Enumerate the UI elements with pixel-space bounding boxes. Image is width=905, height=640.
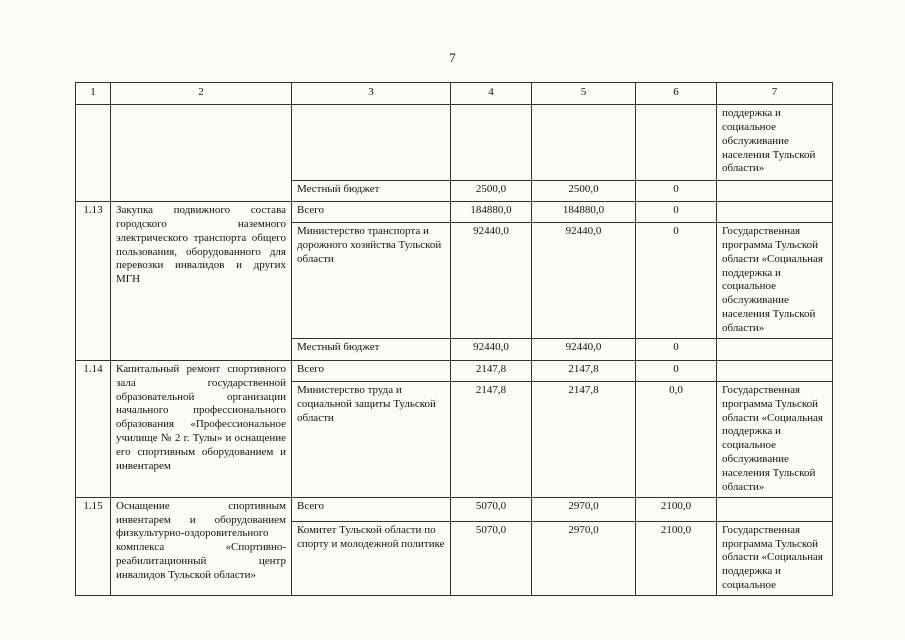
cell-program-name: Государственная программа Тульской области «Социальная поддержка и социальное обслуживание населения Тульской области» (717, 223, 833, 339)
cell-amount-total (451, 105, 532, 181)
cell-amount-total: 2500,0 (451, 181, 532, 202)
cell-row-number: 1.14 (76, 360, 111, 497)
cell-row-number: 1.15 (76, 497, 111, 595)
column-header: 7 (717, 83, 833, 105)
cell-measure-name (111, 105, 292, 202)
cell-funding-source: Местный бюджет (292, 338, 451, 360)
cell-amount-year2 (636, 105, 717, 181)
cell-amount-total: 2147,8 (451, 360, 532, 381)
cell-program-name: поддержка и социальное обслуживание населения Тульской области» (717, 105, 833, 181)
table-row (76, 360, 833, 381)
cell-amount-year1: 92440,0 (532, 223, 636, 339)
cell-row-number (76, 105, 111, 202)
cell-row-number: 1.13 (76, 202, 111, 361)
cell-amount-year2: 0,0 (636, 381, 717, 497)
cell-funding-source (292, 105, 451, 181)
cell-amount-year1: 92440,0 (532, 338, 636, 360)
cell-amount-year1: 184880,0 (532, 202, 636, 223)
cell-amount-year1: 2970,0 (532, 497, 636, 521)
cell-executor: Министерство транспорта и дорожного хозяйства Тульской области (292, 223, 451, 339)
cell-amount-total: 5070,0 (451, 521, 532, 595)
cell-funding-source: Местный бюджет (292, 181, 451, 202)
cell-amount-year2: 0 (636, 223, 717, 339)
cell-executor: Министерство труда и социальной защиты Тульской области (292, 381, 451, 497)
cell-measure-name: Капитальный ремонт спортивного зала государственной образовательной организации начального профессионального образования «Профессиональное училище № 2 г. Тулы» и оснащение его спортивным оборудованием и инвентарем (111, 360, 292, 497)
cell-amount-total: 2147,8 (451, 381, 532, 497)
cell-amount-year1: 2147,8 (532, 381, 636, 497)
cell-amount-year1: 2970,0 (532, 521, 636, 595)
cell-funding-source: Всего (292, 202, 451, 223)
cell-amount-total: 92440,0 (451, 223, 532, 339)
cell-amount-year2: 0 (636, 338, 717, 360)
cell-measure-name: Закупка подвижного состава городского наземного электрического транспорта общего пользования, оборудованного для перевозки инвалидов и других МГН (111, 202, 292, 361)
cell-amount-total: 92440,0 (451, 338, 532, 360)
cell-program-name (717, 360, 833, 381)
cell-program-name (717, 338, 833, 360)
table-row (76, 497, 833, 521)
column-header: 2 (111, 83, 292, 105)
column-header: 3 (292, 83, 451, 105)
column-header: 5 (532, 83, 636, 105)
cell-amount-year2: 0 (636, 181, 717, 202)
column-header: 1 (76, 83, 111, 105)
cell-amount-total: 184880,0 (451, 202, 532, 223)
table-row (76, 105, 833, 181)
cell-program-name (717, 202, 833, 223)
cell-measure-name: Оснащение спортивным инвентарем и оборудованием физкультурно-оздоровительного комплекса «Спортивно-реабилитационный центр инвалидов Тульской области» (111, 497, 292, 595)
cell-amount-year2: 2100,0 (636, 521, 717, 595)
cell-program-name (717, 497, 833, 521)
cell-executor: Комитет Тульской области по спорту и молодежной политике (292, 521, 451, 595)
cell-program-name (717, 181, 833, 202)
cell-funding-source: Всего (292, 360, 451, 381)
cell-amount-year1: 2500,0 (532, 181, 636, 202)
cell-funding-source: Всего (292, 497, 451, 521)
cell-program-name: Государственная программа Тульской области «Социальная поддержка и социальное обслуживание населения Тульской области» (717, 381, 833, 497)
column-header: 4 (451, 83, 532, 105)
header-row (76, 83, 833, 105)
cell-amount-total: 5070,0 (451, 497, 532, 521)
cell-amount-year2: 0 (636, 360, 717, 381)
cell-program-name: Государственная программа Тульской области «Социальная поддержка и социальное (717, 521, 833, 595)
cell-amount-year1 (532, 105, 636, 181)
column-header: 6 (636, 83, 717, 105)
cell-amount-year2: 0 (636, 202, 717, 223)
budget-table (75, 82, 833, 596)
cell-amount-year1: 2147,8 (532, 360, 636, 381)
cell-amount-year2: 2100,0 (636, 497, 717, 521)
table-row (76, 202, 833, 223)
page-number: 7 (449, 50, 456, 65)
